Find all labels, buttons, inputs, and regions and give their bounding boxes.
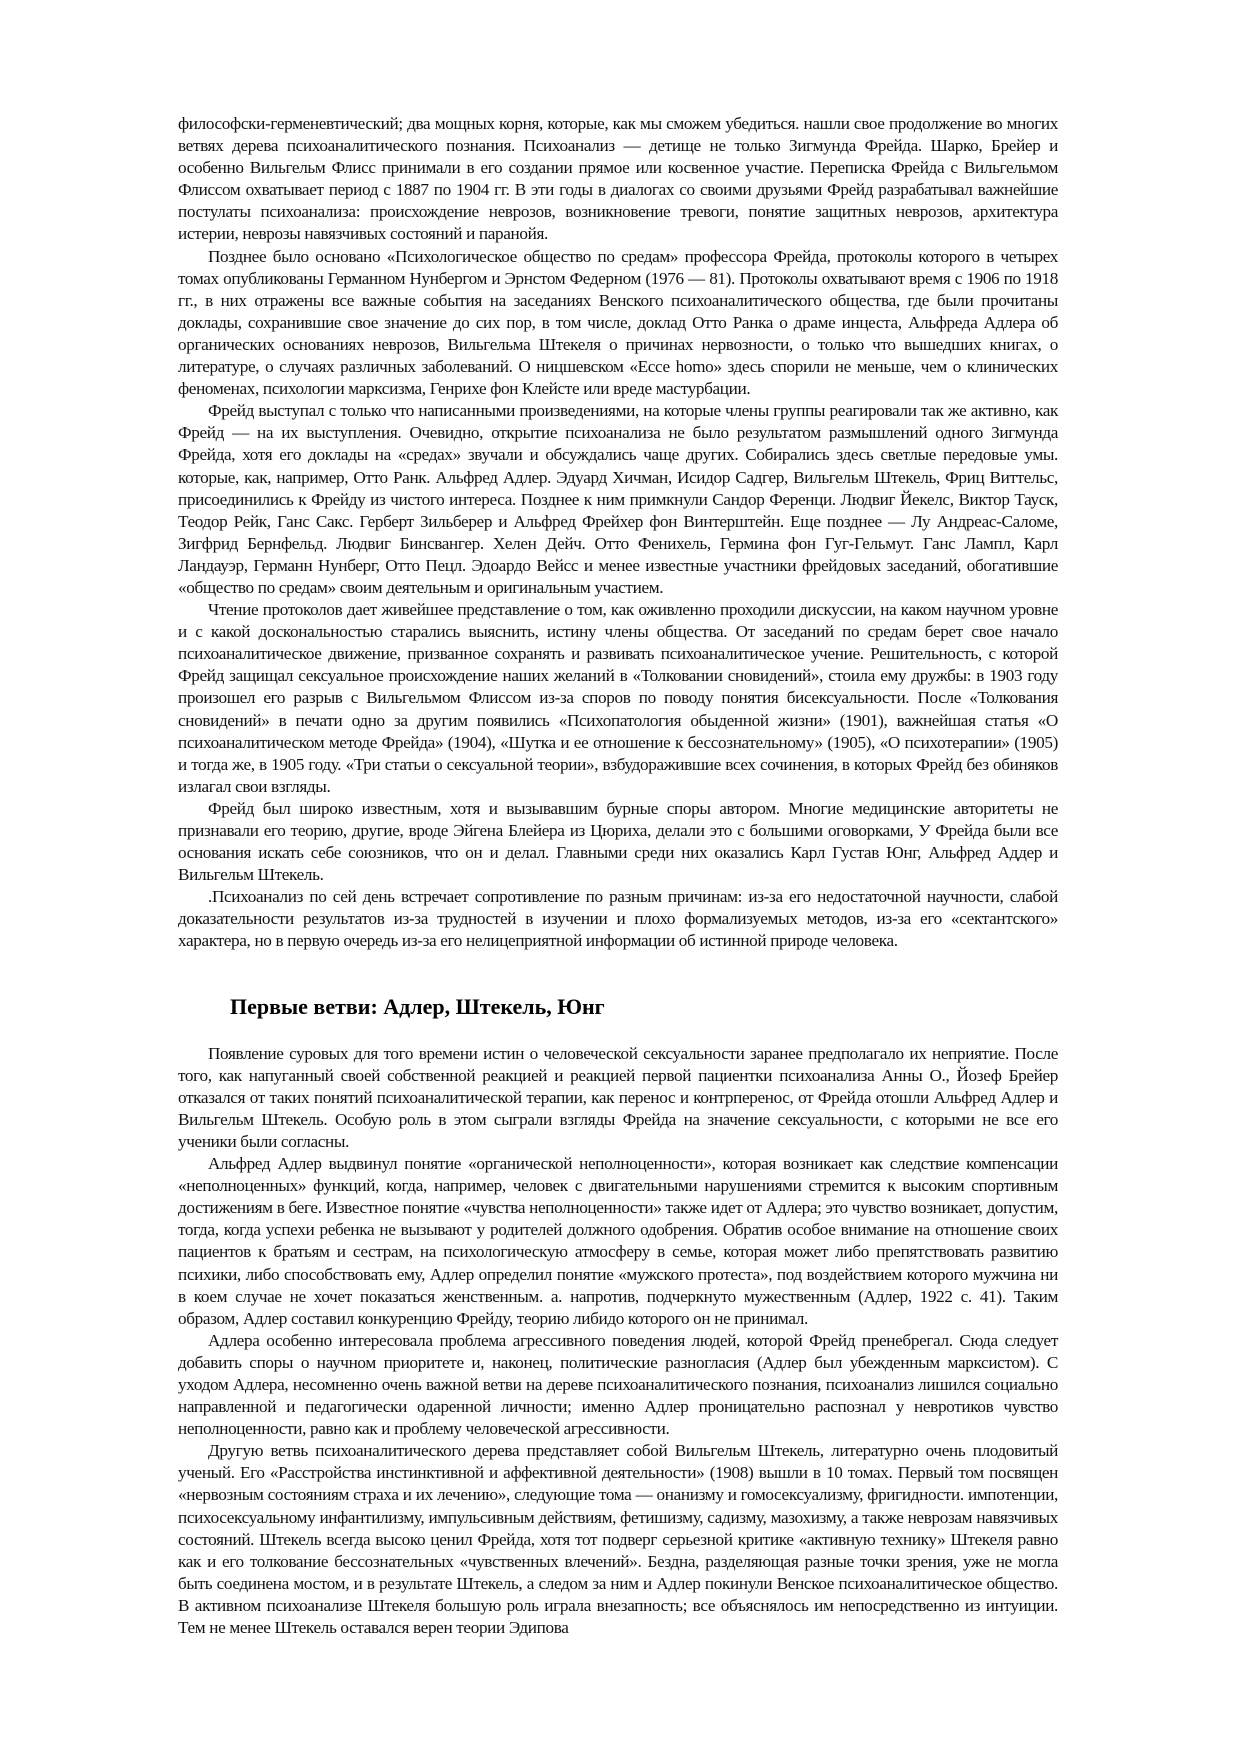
section-heading: Первые ветви: Адлер, Штекель, Юнг	[230, 993, 605, 1019]
document-page	[178, 113, 1058, 1639]
paragraph: Другую ветвь психоаналитического дерева представляет собой Вильгельм Штекель, литературно очень плодовитый ученый. Его «Расстройства инстинктивной и аффективной деятельности» (1908) вышли в 10 томах. Первый том посвящен «нервозным состояниям страха и их лечению», следующие тома — онанизму и гомосексуализму, фригидности. импотенции, психосексуальному инфантилизму, импульсивным действиям, фетишизму, садизму, мазохизму, а также неврозам навязчивых состояний. Штекель всегда высоко ценил Фрейда, хотя тот подверг серьезной критике «активную технику» Штекеля равно как и его толкование бессознательных «чувственных влечений». Бездна, разделяющая разные точки зрения, уже не могла быть соединена мостом, и в результате Штекель, а следом за ним и Адлер покинули Венское психоаналитическое общество. В активном психоанализе Штекеля большую роль играла внезапность; все объяснялось им непосредственно из интуиции. Тем не менее Штекель оставался верен теории Эдипова	[178, 1441, 1058, 1637]
paragraph: Фрейд был широко известным, хотя и вызывавшим бурные споры автором. Многие медицинские авторитеты не признавали его теорию, другие, вроде Эйгена Блейера из Цюриха, делали это с большими оговорками, У Фрейда были все основания искать себе союзников, что он и делал. Главными среди них оказались Карл Густав Юнг, Альфред Аддер и Вильгельм Штекель.	[178, 798, 1058, 885]
paragraph: Позднее было основано «Психологическое общество по средам» профессора Фрейда, протоколы которого в четырех томах опубликованы Германном Нунбергом и Эрнстом Федерном (1976 — 81). Протоколы охватывают время с 1906 по 1918 гг., в них отражены все важные события на заседаниях Венского психоаналитического общества, где были прочитаны доклады, сохранившие свое значение до сих пор, в том числе, доклад Отто Ранка о драме инцеста, Альфреда Адлера об органических основаниях неврозов, Вильгельма Штекеля о причинах нервозности, о только что вышедших книгах, о литературе, о случаях различных заболеваний. О ницшевском «Ессе homo» здесь спорили не меньше, чем о клинических феноменах, психологии марксизма, Генрихе фон Клейсте или вреде мастурбации.	[178, 246, 1058, 399]
paragraph: Адлера особенно интересовала проблема агрессивного поведения людей, которой Фрейд пренебрегал. Сюда следует добавить споры о научном приоритете и, наконец, политические разногласия (Адлер был убежденным марксистом). С уходом Адлера, несомненно очень важной ветви на дереве психоаналитического познания, психоанализ лишился социально направленной и педагогически одаренной личности; именно Адлер проницательно распознал у невротиков чувство неполноценности, равно как и проблему человеческой агрессивности.	[178, 1330, 1058, 1439]
paragraph: Появление суровых для того времени истин о человеческой сексуальности заранее предполагало их неприятие. После того, как напуганный своей собственной реакцией и реакцией первой пациентки психоанализа Анны О., Йозеф Брейер отказался от таких понятий психоаналитической терапии, как перенос и контрперенос, от Фрейда отошли Альфред Адлер и Вильгельм Штекель. Особую роль в этом сыграли взгляды Фрейда на значение сексуальности, с которыми не все его ученики были согласны.	[178, 1043, 1058, 1151]
section-first-branches	[178, 1043, 1058, 1640]
section-intro	[178, 113, 1058, 953]
paragraph: .Психоанализ по сей день встречает сопротивление по разным причинам: из-за его недостаточной научности, слабой доказательности результатов из-за трудностей в изучении и плохо формализуемых методов, из-за его «сектантского» характера, но в первую очередь из-за его нелицеприятной информации об истинной природе человека.	[178, 887, 1058, 951]
paragraph: Чтение протоколов дает живейшее представление о том, как оживленно проходили дискуссии, на каком научном уровне и с какой доскональностью старались выяснить, истину члены общества. От заседаний по средам берет свое начало психоаналитическое движение, призванное сохранять и развивать психоаналитическое учение. Решительность, с которой Фрейд защищал сексуальное происхождение наших желаний в «Толковании сновидений», стоила ему дружбы: в 1903 году произошел его разрыв с Вильгельмом Флиссом из-за споров по поводу понятия бисексуальности. После «Толкования сновидений» в печати одно за другим появились «Психопатология обыденной жизни» (1901), важнейшая статья «О психоаналитическом методе Фрейда» (1904), «Шутка и ее отношение к бессознательному» (1905), «О психотерапии» (1905) и тогда же, в 1905 году. «Три статьи о сексуальной теории», взбудоражившие всех сочинения, в которых Фрейд без обиняков излагал свои взгляды.	[178, 600, 1058, 796]
paragraph: Альфред Адлер выдвинул понятие «органической неполноценности», которая возникает как следствие компенсации «неполноценных» функций, когда, например, человек с двигательными нарушениями стремится к высоким спортивным достижениям в беге. Известное понятие «чувства неполноценности» также идет от Адлера; это чувство возникает, допустим, тогда, когда успехи ребенка не вызывают у родителей должного одобрения. Обратив особое внимание на отношение своих пациентов к братьям и сестрам, на психологическую атмосферу в семье, которая может либо препятствовать развитию психики, либо способствовать ему, Адлер определил понятие «мужского протеста», под воздействием которого мужчина ни в коем случае не хочет показаться женственным. а. напротив, подчеркнуто мужественным (Адлер, 1922 с. 41). Таким образом, Адлер составил конкуренцию Фрейду, теорию либидо которого он не принимал.	[178, 1154, 1058, 1328]
paragraph: философски-герменевтический; два мощных корня, которые, как мы сможем убедиться. нашли свое продолжение во многих ветвях дерева психоаналитического познания. Психоанализ — детище не только Зигмунда Фрейда. Шарко, Брейер и особенно Вильгельм Флисс принимали в его создании прямое или косвенное участие. Переписка Фрейда с Вильгельмом Флиссом охватывает период с 1887 по 1904 гг. В эти годы в диалогах со своими друзьями Фрейд разрабатывал важнейшие постулаты психоанализа: происхождение неврозов, возникновение тревоги, понятие защитных неврозов, архитектура истерии, неврозы навязчивых состояний и паранойя.	[178, 114, 1058, 244]
paragraph: Фрейд выступал с только что написанными произведениями, на которые члены группы реагировали так же активно, как Фрейд — на их выступления. Очевидно, открытие психоанализа не было результатом размышлений одного Зигмунда Фрейда, хотя его доклады на «средах» звучали и обсуждались чаще других. Собирались здесь светлые передовые умы. которые, как, например, Отто Ранк. Альфред Адлер. Эдуард Хичман, Исидор Садгер, Вильгельм Штекель, Фриц Виттельс, присоединились к Фрейду из чистого интереса. Позднее к ним примкнули Сандор Ференци. Людвиг Йекелс, Виктор Тауск, Теодор Рейк, Ганс Сакс. Герберт Зильберер и Альфред Фрейхер фон Винтерштейн. Еще позднее — Лу Андреас-Саломе, Зигфрид Бернфельд. Людвиг Бинсвангер. Хелен Дейч. Отто Фенихель, Гермина фон Гуг-Гельмут. Ганс Лампл, Карл Ландауэр, Германн Нунберг, Отто Пецл. Эдоардо Вейсс и менее известные участники фрейдовых заседаний, обогатившие «общество по средам» своим деятельным и оригинальным участием.	[178, 401, 1058, 597]
